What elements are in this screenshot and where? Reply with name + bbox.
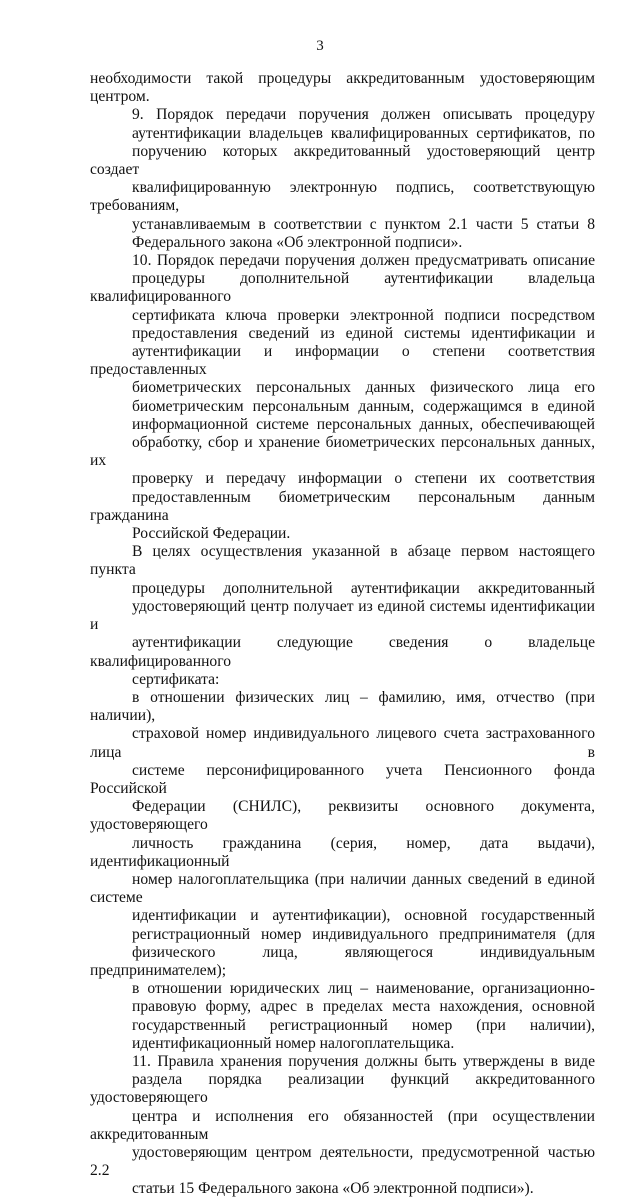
text-line: предоставленным биометрическим персональным данным гражданина	[90, 488, 595, 524]
paragraph	[90, 252, 595, 543]
text-line: проверку и передачу информации о степени их соответствия	[132, 470, 595, 488]
text-line: поручению которых аккредитованный удостоверяющий центр создает	[90, 142, 595, 179]
text-line: 9. Порядок передачи поручения должен описывать процедуру	[132, 106, 595, 124]
paragraph	[90, 1053, 595, 1199]
text-line: аутентификации владельцев квалифицированных сертификатов, по	[132, 124, 595, 142]
paragraph	[90, 543, 595, 689]
text-line: В целях осуществления указанной в абзаце первом настоящего пункта	[90, 543, 595, 579]
text-line: удостоверяющим центром деятельности, предусмотренной частью 2.2	[90, 1143, 595, 1180]
text-line: процедуры дополнительной аутентификации владельца квалифицированного	[90, 270, 595, 306]
paragraph	[90, 980, 595, 1053]
text-line: раздела порядка реализации функций аккредитованного удостоверяющего	[90, 1071, 595, 1107]
text-line: сертификата:	[132, 670, 220, 688]
text-line: биометрическим персональным данным, содержащимся в единой	[132, 397, 595, 415]
text-line: предоставления сведений из единой системы идентификации и	[132, 324, 595, 342]
document-body	[90, 70, 595, 1199]
text-line: идентификационный номер налогоплательщика.	[132, 1034, 455, 1052]
text-line: в отношении юридических лиц – наименование, организационно-	[132, 980, 595, 998]
text-line: процедуры дополнительной аутентификации аккредитованный	[132, 579, 595, 597]
text-line: государственный регистрационный номер (при наличии),	[132, 1016, 595, 1034]
text-line: аутентификации следующие сведения о владельце квалифицированного	[90, 634, 595, 670]
text-line: необходимости такой процедуры аккредитованным удостоверяющим	[90, 70, 595, 87]
text-line: Федерального закона «Об электронной подписи».	[132, 233, 463, 251]
text-line: центром.	[90, 88, 150, 106]
text-line: биометрических персональных данных физического лица его	[132, 379, 595, 397]
text-line: страховой номер индивидуального лицевого счета застрахованного лица в	[90, 725, 595, 761]
text-line: центра и исполнения его обязанностей (при осуществлении аккредитованным	[90, 1107, 595, 1143]
text-line: личность гражданина (серия, номер, дата выдачи), идентификационный	[90, 834, 595, 870]
text-line: идентификации и аутентификации), основной государственный	[132, 907, 595, 925]
text-line: правовую форму, адрес в пределах места нахождения, основной	[132, 998, 595, 1016]
paragraph	[90, 70, 595, 106]
text-line: обработку, сбор и хранение биометрических персональных данных, их	[90, 434, 595, 470]
text-line: физического лица, являющегося индивидуальным предпринимателем);	[90, 943, 595, 979]
text-line: в отношении физических лиц – фамилию, имя, отчество (при наличии),	[90, 688, 595, 725]
text-line: 10. Порядок передачи поручения должен предусматривать описание	[132, 252, 595, 270]
text-line: Федерации (СНИЛС), реквизиты основного документа, удостоверяющего	[90, 798, 595, 834]
text-line: номер налогоплательщика (при наличии данных сведений в единой системе	[90, 870, 595, 907]
text-line: статьи 15 Федерального закона «Об электронной подписи»).	[132, 1180, 534, 1198]
text-line: сертификата ключа проверки электронной подписи посредством	[132, 306, 595, 324]
page-number: 3	[316, 38, 324, 54]
text-line: удостоверяющий центр получает из единой системы идентификации и	[90, 597, 595, 634]
text-line: квалифицированную электронную подпись, соответствующую требованиям,	[90, 179, 595, 215]
text-line: 11. Правила хранения поручения должны быть утверждены в виде	[132, 1052, 595, 1070]
text-line: устанавливаемым в соответствии с пунктом 2.1 части 5 статьи 8	[132, 215, 595, 233]
paragraph	[90, 689, 595, 980]
text-line: информационной системе персональных данных, обеспечивающей	[132, 415, 595, 433]
text-line: Российской Федерации.	[132, 525, 291, 543]
text-line: системе персонифицированного учета Пенсионного фонда Российской	[90, 761, 595, 797]
text-line: регистрационный номер индивидуального предпринимателя (для	[132, 925, 595, 943]
paragraph	[90, 106, 595, 252]
text-line: аутентификации и информации о степени соответствия предоставленных	[90, 343, 595, 379]
